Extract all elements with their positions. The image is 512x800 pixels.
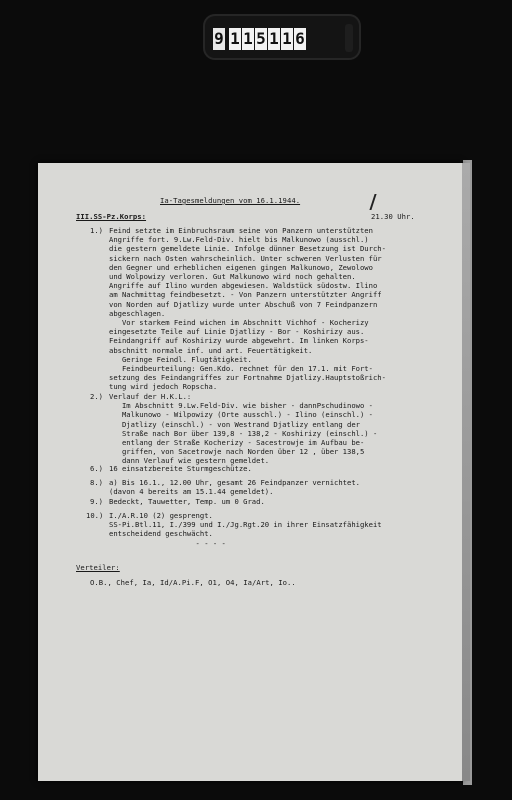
counter-digit: 1 — [269, 29, 279, 48]
counter-digit: 1 — [282, 29, 292, 48]
item-number: 8.) — [90, 478, 103, 487]
counter-digit: 5 — [256, 29, 266, 48]
distribution-label: Verteiler: — [76, 563, 120, 572]
item-text: 16 einsatzbereite Sturmgeschütze. — [109, 464, 252, 473]
item-text: Bedeckt, Tauwetter, Temp. um 0 Grad. — [109, 497, 265, 506]
item-number: 2.) — [90, 392, 103, 401]
counter-lead-digit: 9 — [214, 29, 224, 48]
item-text: I./A.R.10 (2) gesprengt. SS-Pi.Btl.11, I./399 und I./Jg.Rgt.20 in ihrer Einsatzfähigkeit entscheidend geschwächt. - - - - — [109, 511, 382, 548]
counter-digit: 1 — [230, 29, 240, 48]
counter-digit: 1 — [243, 29, 253, 48]
item-text: Verlauf der H.K.L.: Im Abschnitt 9.Lw.Feld-Div. wie bisher - dannPschudinowo - Malkunowo - Wilpowizy (Orte ausschl.) - Ilino (einschl.) - Djatlizy (einschl.) - von Westrand Djatlizy entlang der Straße nach Bor über 139,8 - 138,2 - Koshirizy (einschl.) - entlang der Straße Kocherizy - Sacestrowje im Aufbau be- griffen, von Sacetrowje nach Norden über 12 , über 138,5 dann Verlauf wie gestern gemeldet. — [109, 392, 378, 466]
item-number: 10.) — [86, 511, 104, 520]
counter-digit: 6 — [295, 29, 305, 48]
item-number: 6.) — [90, 464, 103, 473]
report-time: 21.30 Uhr. — [371, 212, 415, 221]
frame-counter-digits — [213, 28, 306, 50]
item-text: a) Bis 16.1., 12.00 Uhr, gesamt 26 Feindpanzer vernichtet. (davon 4 bereits am 15.1.44 gemeldet). — [109, 478, 360, 497]
document-title: Ia-Tagesmeldungen vom 16.1.1944. — [160, 196, 301, 205]
item-number: 1.) — [90, 226, 103, 235]
counter-knob — [345, 24, 353, 52]
corps-heading: III.SS-Pz.Korps: — [76, 212, 147, 221]
distribution-list: O.B., Chef, Ia, Id/A.Pi.F, O1, O4, Ia/Art, Io.. — [90, 578, 296, 587]
frame-counter — [203, 14, 361, 60]
item-text: Feind setzte im Einbruchsraum seine von Panzern unterstützten Angriffe fort. 9.Lw.Feld-Div. hielt bis Malkunowo (ausschl.) die gestern gemeldete Linie. Infolge dünner Besetzung ist Durch- sickern nach Osten wahrscheinlich. Unter schweren Verlusten für den Gegner und erheblichen eigenen gingen Malkunowo, Zewolowo und Wolpowizy verloren. Gut Malkunowo wird noch gehalten. Angriffe auf Ilino wurden abgewiesen. Waldstück südostw. Ilino am Nachmittag feindbesetzt. - Von Panzern unterstützter Angriff von Norden auf Djatlizy wurde unter Abschuß von 7 Feindpanzern abgeschlagen. Vor starkem Feind wichen im Abschnitt Vichhof - Kocherizy eingesetzte Teile auf Linie Djatlizy - Bor - Koshirizy aus. Feindangriff auf Koshirizy wurde abgewehrt. Im linken Korps- abschnitt normale inf. und art. Feuertätigkeit. Geringe Feindl. Flugtätigkeit. Feindbeurteilung: Gen.Kdo. rechnet für den 17.1. mit Fort- setzung des Feindangriffes zur Fortnahme Djatlizy.Hauptstoßrich- tung wird jedoch Ropscha. — [109, 226, 386, 392]
item-number: 9.) — [90, 497, 103, 506]
